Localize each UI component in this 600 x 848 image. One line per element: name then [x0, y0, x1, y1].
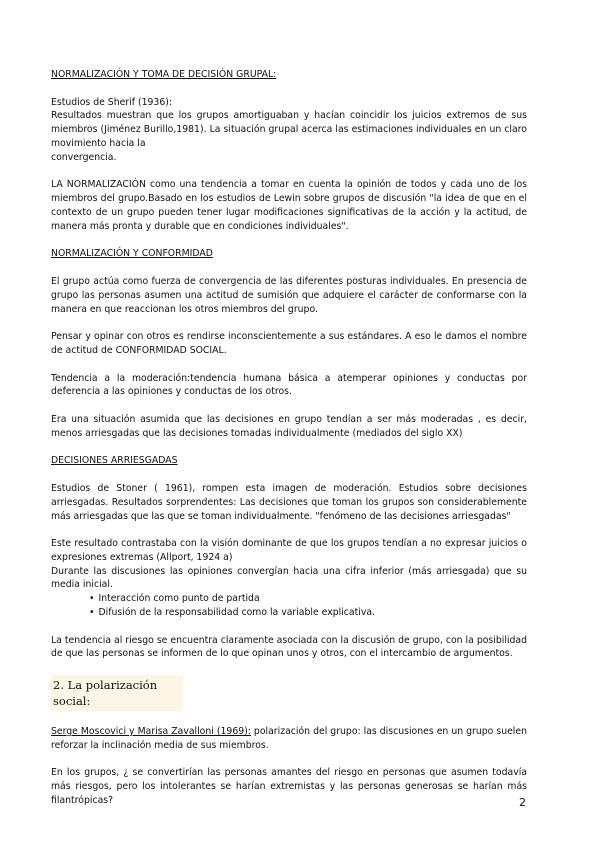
bullet-item: • Interacción como punto de partida — [89, 592, 527, 606]
sherif-paragraph-end: convergencia. — [51, 151, 117, 163]
page-number: 2 — [519, 796, 526, 809]
heading-conformidad: NORMALIZACIÓN Y CONFORMIDAD — [51, 248, 213, 260]
heading-normalizacion: NORMALIZACIÓN Y TOMA DE DECISIÓN GRUPAL: — [51, 69, 277, 80]
moscovici-paragraph — [51, 725, 527, 753]
stoner-paragraph: Estudios de Stoner ( 1961), rompen esta imagen de moderación. Estudios sobre decisiones arriesgadas. Resultados sorprendentes: Las decisiones que toman los grupos son considerablemente más arriesgadas que las que se toman individualmente. "fenómeno de las decisiones arriesgadas" — [51, 482, 527, 522]
moscovici-text: polarización del grupo: las discusiones en un grupo suelen reforzar la inclinación media de sus miembros. — [51, 725, 527, 751]
grupos-paragraph: En los grupos, ¿ se convertirían las personas amantes del riesgo en personas que asumen todavía más riesgos, pero los intolerantes se harían extremistas y las personas generosas se harían más filantrópicas? — [51, 767, 527, 806]
situacion-paragraph: Era una situación asumida que las decisiones en grupo tendían a ser más moderadas , es decir, menos arriesgadas que las decisiones tomadas individualmente (mediados del siglo XX) — [51, 413, 527, 439]
heading-polarizacion: 2. La polarización social: — [51, 675, 183, 711]
document-page — [51, 68, 527, 808]
bullet-item: • Difusión de la responsabilidad como la variable explicativa. — [89, 606, 527, 620]
heading-arriesgadas: DECISIONES ARRIESGADAS — [51, 455, 178, 467]
riesgo-paragraph: La tendencia al riesgo se encuentra claramente asociada con la discusión de grupo, con la posibilidad de que las personas se informen de lo que opinan unos y otros, con el intercambio de argumentos. — [51, 634, 527, 660]
bullet-list — [51, 592, 527, 620]
normalizacion-definition: LA NORMALIZACIÓN como una tendencia a tomar en cuenta la opinión de todos y cada uno de los miembros del grupo.Basado en los estudios de Lewin sobre grupos de discusión "la idea de que en el contexto de un grupo pueden tener lugar modificaciones significativas de la acción y la actitud, de manera más pronta y durable que en condiciones individuales". — [51, 179, 527, 232]
sherif-title: Estudios de Sherif (1936): — [51, 96, 172, 108]
pensar-paragraph: Pensar y opinar con otros es rendirse inconscientemente a sus estándares. A eso le damos el nombre de actitud de CONFORMIDAD SOCIAL. — [51, 331, 527, 356]
durante-paragraph: Durante las discusiones las opiniones convergían hacia una cifra inferior (más arriesgada) que su media inicial. — [51, 565, 527, 591]
tendencia-paragraph: Tendencia a la moderación:tendencia humana básica a atemperar opiniones y conductas por deferencia a las opiniones y conductas de los otros. — [51, 372, 527, 398]
contraste-paragraph: Este resultado contrastaba con la visión dominante de que los grupos tendían a no expresar juicios o expresiones extremas (Allport, 1924 a) — [51, 538, 527, 563]
conformidad-paragraph: El grupo actúa como fuerza de convergencia de las diferentes posturas individuales. En presencia de grupo las personas asumen una actitud de sumisión que adquiere el carácter de conformarse con la manera en que reaccionan los otros miembros del grupo. — [51, 275, 527, 315]
sherif-paragraph: Resultados muestran que los grupos amortiguaban y hacían coincidir los juicios extremos de sus miembros (Jiménez Burillo,1981). La situación grupal acerca las estimaciones individuales en un claro movimiento hacia la — [51, 110, 527, 149]
moscovici-reference: Serge Moscovici y Marisa Zavalloni (1969): — [51, 725, 251, 737]
